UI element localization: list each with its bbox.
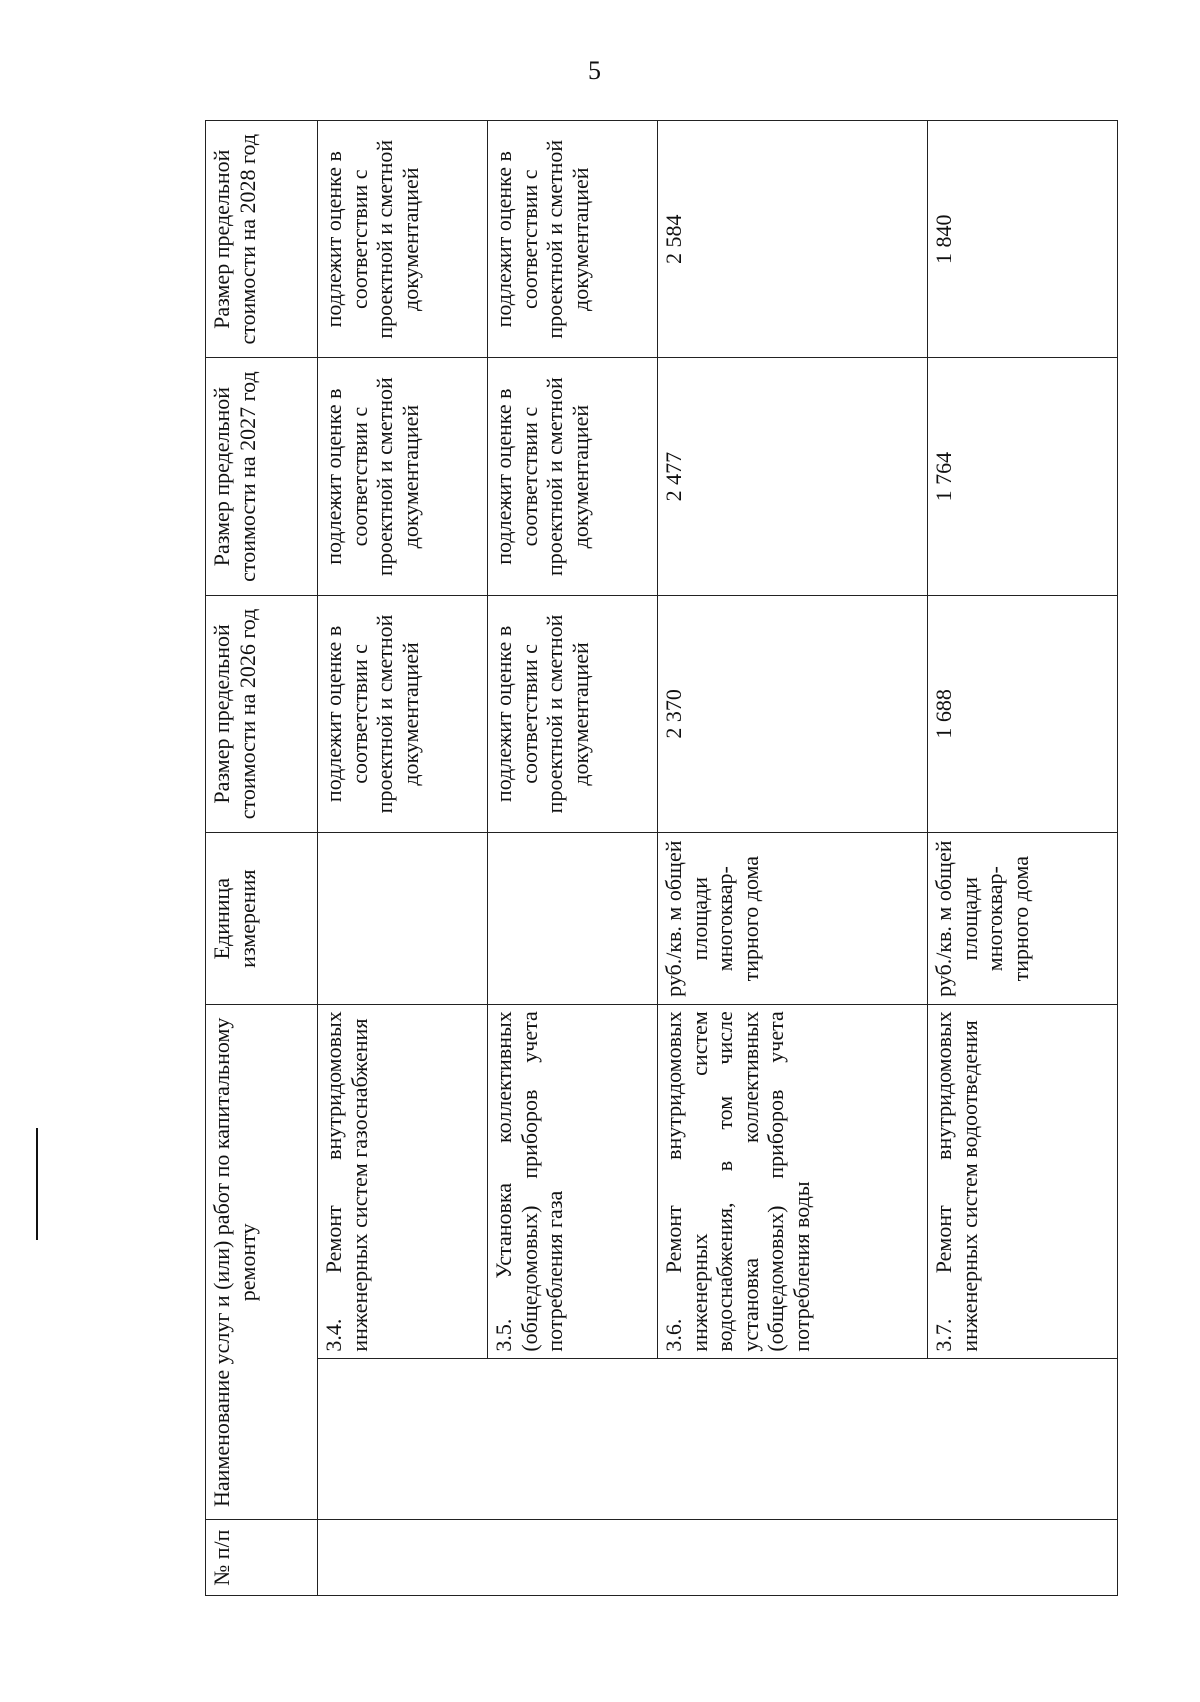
row-cost-2028: подлежит оценке в соответствии с проектной и сметной документацией	[488, 121, 658, 358]
row-cost-2027: 2 477	[658, 358, 928, 595]
row-unit	[488, 833, 658, 1005]
row-item: 3.5. Установка коллективных (общедомовых) приборов учета потребления газа	[488, 1005, 658, 1358]
header-name: Наименование услуг и (или) работ по капитальному ремонту	[206, 1005, 318, 1520]
row-cost-2026: 1 688	[928, 595, 1118, 832]
header-unit: Единица измерения	[206, 833, 318, 1005]
row-unit: руб./кв. м общей площади многоквар-тирного дома	[658, 833, 928, 1005]
row-cost-2026: 2 370	[658, 595, 928, 832]
row-item: 3.6. Ремонт внутридомовых инженерных систем водоснабжения, в том числе установка коллективных (общедомовых) приборов учета потребления воды	[658, 1005, 928, 1358]
row-cost-2026: подлежит оценке в соответствии с проектной и сметной документацией	[318, 595, 488, 832]
header-cost-2026: Размер предельной стоимости на 2026 год	[206, 595, 318, 832]
row-cost-2027: 1 764	[928, 358, 1118, 595]
row-cost-2027: подлежит оценке в соответствии с проектной и сметной документацией	[318, 358, 488, 595]
cost-table	[205, 120, 1118, 1596]
page-number: 5	[588, 56, 601, 85]
row-cost-2027: подлежит оценке в соответствии с проектной и сметной документацией	[488, 358, 658, 595]
row-cost-2028: подлежит оценке в соответствии с проектной и сметной документацией	[318, 121, 488, 358]
header-cost-2027: Размер предельной стоимости на 2027 год	[206, 358, 318, 595]
rotated-table-container	[205, 120, 1147, 1596]
row-unit: руб./кв. м общей площади многоквар-тирного дома	[928, 833, 1118, 1005]
header-cost-2028: Размер предельной стоимости на 2028 год	[206, 121, 318, 358]
row-item: 3.4. Ремонт внутридомовых инженерных систем газоснабжения	[318, 1005, 488, 1358]
table-row	[318, 121, 488, 1596]
cell-blank	[318, 1358, 1118, 1520]
cell-num	[318, 1520, 1118, 1596]
row-unit	[318, 833, 488, 1005]
row-item: 3.7. Ремонт внутридомовых инженерных систем водоотведения	[928, 1005, 1118, 1358]
row-cost-2028: 1 840	[928, 121, 1118, 358]
table-header-row	[206, 121, 318, 1596]
margin-line	[36, 1128, 38, 1240]
row-cost-2028: 2 584	[658, 121, 928, 358]
row-cost-2026: подлежит оценке в соответствии с проектной и сметной документацией	[488, 595, 658, 832]
header-num: № п/п	[206, 1520, 318, 1596]
